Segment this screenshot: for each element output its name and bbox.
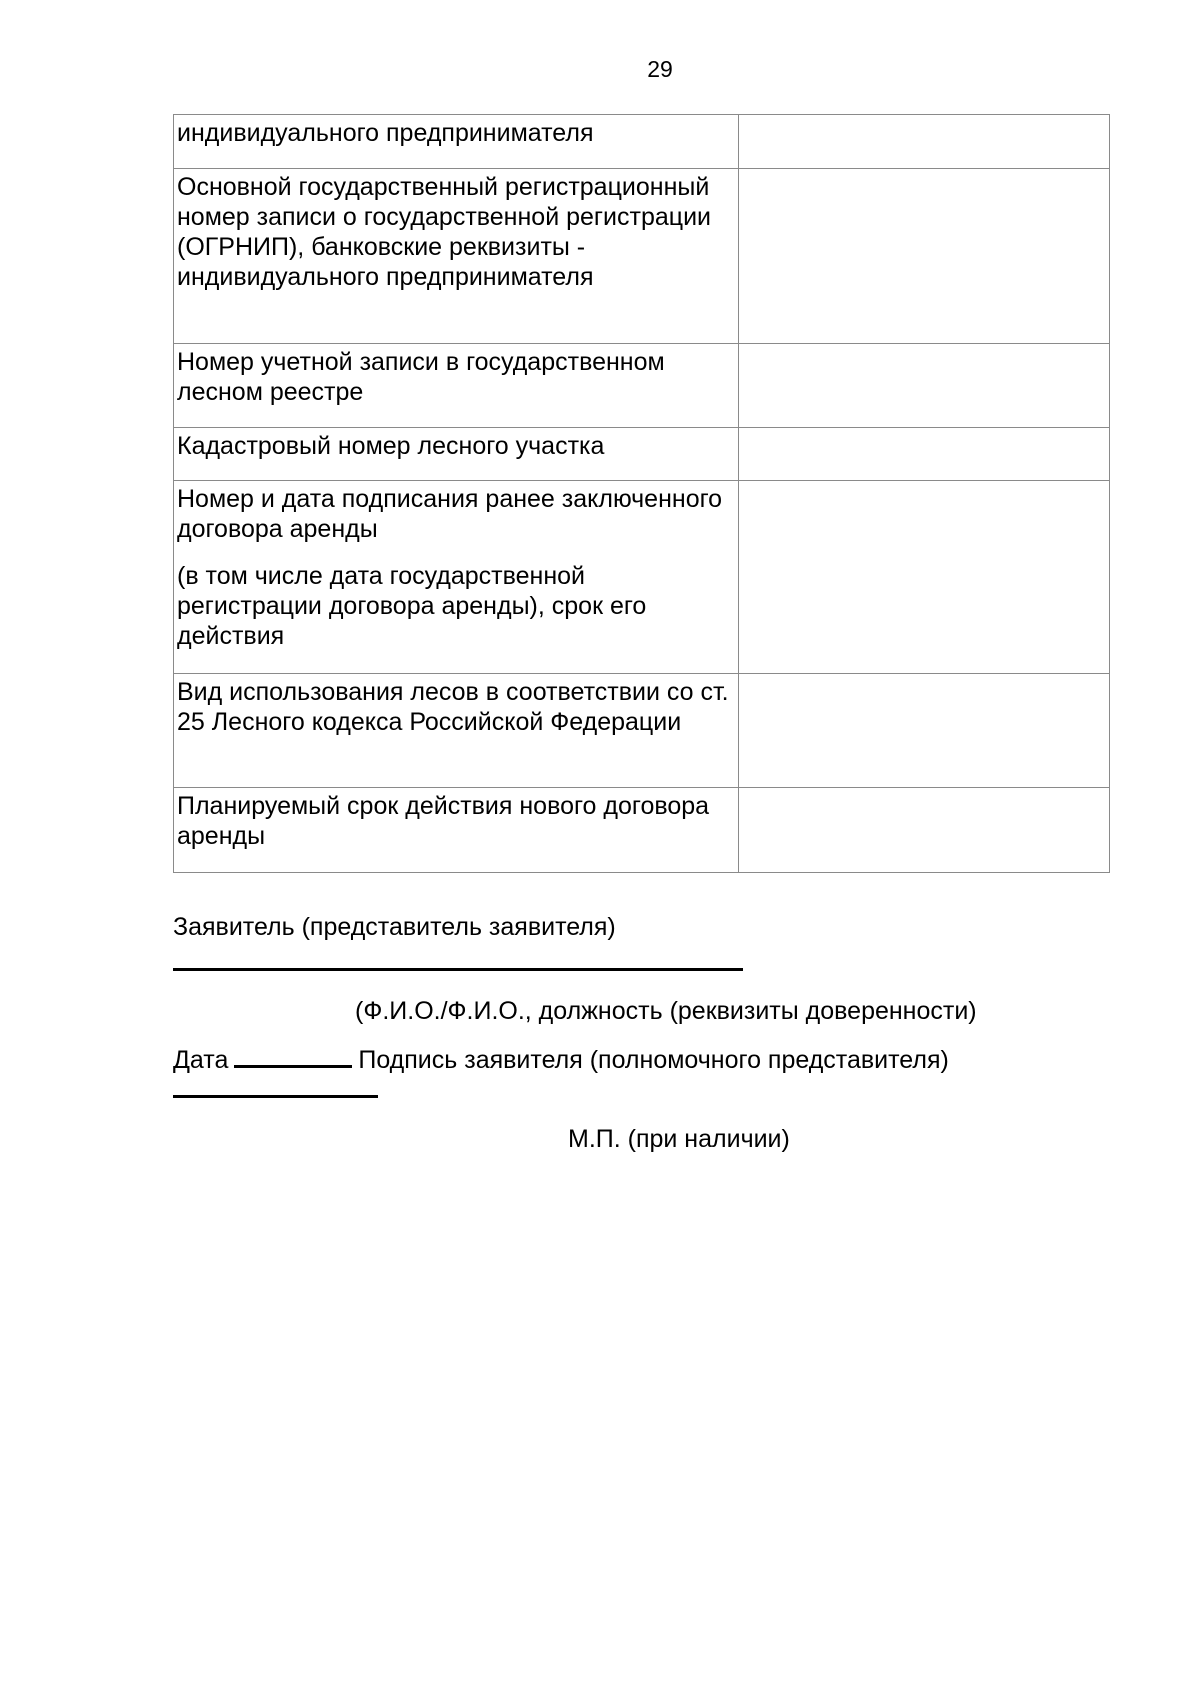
field-label: Основной государственный регистрационный номер записи о государственной регистрации (ОГРНИП), банковские реквизиты - индивидуального предпринимателя — [177, 173, 711, 291]
field-label-cell — [174, 788, 739, 873]
table-row — [174, 169, 1110, 344]
field-label-cell — [174, 428, 739, 481]
name-position-caption: (Ф.И.О./Ф.И.О., должность (реквизиты доверенности) — [355, 997, 977, 1025]
applicant-signature-line — [173, 968, 743, 971]
seal-caption: М.П. (при наличии) — [568, 1125, 790, 1153]
field-label-cell — [174, 674, 739, 788]
field-value-cell[interactable] — [739, 788, 1110, 873]
table-row — [174, 428, 1110, 481]
table-row — [174, 344, 1110, 428]
field-value-cell[interactable] — [739, 344, 1110, 428]
page-number: 29 — [647, 56, 673, 82]
table-row — [174, 481, 1110, 674]
applicant-label: Заявитель (представитель заявителя) — [173, 913, 616, 941]
date-signature-line — [173, 1043, 949, 1075]
field-value-cell[interactable] — [739, 481, 1110, 674]
table-row — [174, 674, 1110, 788]
field-label: Вид использования лесов в соответствии со ст. 25 Лесного кодекса Российской Федерации — [177, 678, 729, 736]
field-value-cell[interactable] — [739, 115, 1110, 169]
field-label: Номер учетной записи в государственном лесном реестре — [177, 348, 665, 406]
field-label: индивидуального предпринимателя — [177, 119, 594, 147]
field-label: Кадастровый номер лесного участка — [177, 432, 605, 460]
field-label-cell — [174, 115, 739, 169]
signature-blank-line — [173, 1095, 378, 1098]
field-value-cell[interactable] — [739, 428, 1110, 481]
field-value-cell[interactable] — [739, 169, 1110, 344]
table-body — [174, 115, 1110, 873]
field-label: (в том числе дата государственной регистрации договора аренды), срок его действия — [177, 562, 647, 650]
table-row — [174, 115, 1110, 169]
signature-label: Подпись заявителя (полномочного представителя) — [358, 1046, 949, 1074]
field-label-cell — [174, 169, 739, 344]
application-details-table — [173, 114, 1110, 873]
field-label-cell — [174, 481, 739, 674]
date-blank — [234, 1043, 352, 1068]
field-label: Номер и дата подписания ранее заключенного договора аренды — [177, 485, 723, 543]
field-value-cell[interactable] — [739, 674, 1110, 788]
field-label-cell — [174, 344, 739, 428]
table-row — [174, 788, 1110, 873]
date-label: Дата — [173, 1046, 229, 1074]
field-label: Планируемый срок действия нового договора аренды — [177, 792, 710, 850]
